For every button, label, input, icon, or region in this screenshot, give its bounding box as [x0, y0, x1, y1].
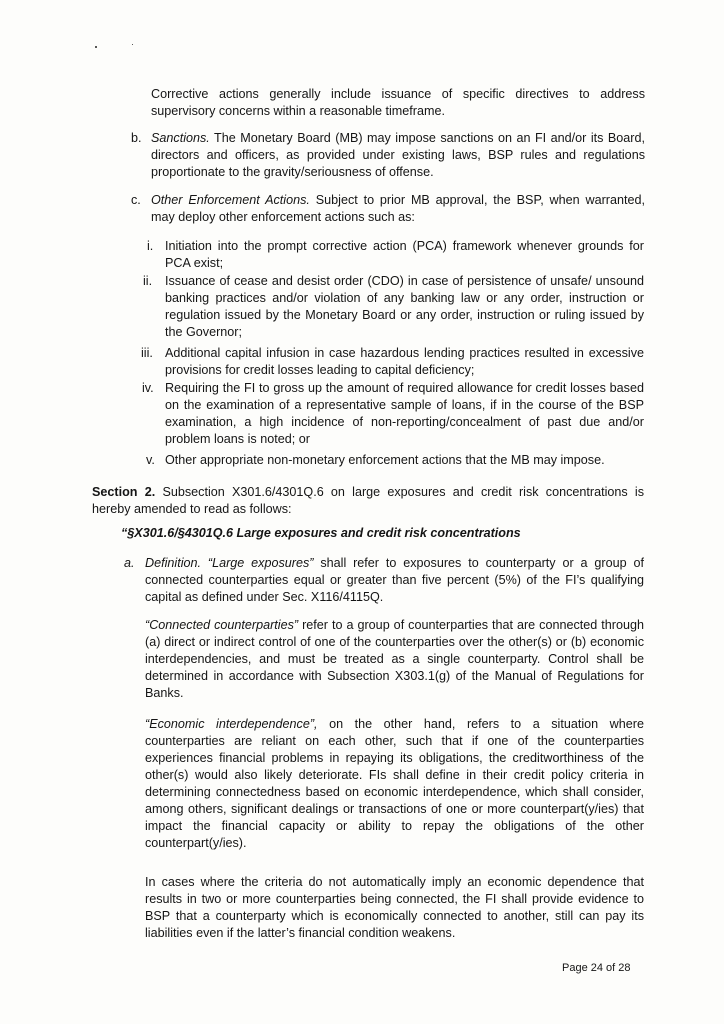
item-a-paragraph — [145, 555, 644, 606]
section-2-text: Subsection X301.6/4301Q.6 on large exposures and credit risk concentrations is hereby amended to read as follows: — [92, 485, 644, 516]
page-number: Page 24 of 28 — [562, 962, 631, 974]
item-b-marker: b. — [131, 131, 142, 145]
item-a-text: shall refer to exposures to counterparty or a group of connected counterparties equal or greater than five percent (5%) of the FI’s qualifying capital as defined under Sec. X116/4115Q. — [145, 556, 644, 604]
item-c-marker: c. — [131, 193, 141, 207]
sub-item-ii-text: Issuance of cease and desist order (CDO) in case of persistence of unsafe/ unsound banking practices and/or violation of any banking law or any order, instruction or regulation issued by the Monetary Board or any order, instruction or ruling issued by the Governor; — [165, 274, 644, 339]
scan-speck — [95, 46, 97, 48]
sub-item-ii-marker: ii. — [143, 274, 153, 288]
sub-item-iii-marker: iii. — [141, 346, 153, 360]
intro-text: Corrective actions generally include issuance of specific directives to address supervisory concerns within a reasonable timeframe. — [151, 87, 645, 118]
cases-paragraph — [145, 874, 644, 942]
scan-speck — [132, 44, 133, 45]
item-b-title: Sanctions. — [151, 131, 210, 145]
sub-item-iv-marker: iv. — [142, 381, 154, 395]
cases-text: In cases where the criteria do not automatically imply an economic dependence that results in two or more counterparties being connected, the FI shall provide evidence to BSP that a counterparty which is economically connected to another, still can pay its liabilities even if the latter’s financial condition weakens. — [145, 875, 644, 940]
item-a-title: Definition. — [145, 556, 202, 570]
connected-text: refer to a group of counterparties that are connected through (a) direct or indirect control of one of the counterparties over the other(s) or (b) economic interdependencies, and must be treated as a single counterparty. Control shall be determined in accordance with Subsection X303.1(g) of the Manual of Regulations for Banks. — [145, 618, 645, 700]
item-a-marker: a. — [124, 556, 135, 570]
sub-item-v-marker: v. — [146, 453, 155, 467]
item-c-paragraph — [151, 192, 645, 226]
sub-item-v — [165, 452, 644, 469]
item-c-title: Other Enforcement Actions. — [151, 193, 310, 207]
economic-interdependence-paragraph — [145, 716, 644, 852]
connected-counterparties-paragraph — [145, 617, 644, 702]
economic-text: on the other hand, refers to a situation where counterparties are reliant on each other, such that if one of the counterparties experiences financial problems in repaying its obligations, the creditworthiness of the other(s) would also likely deteriorate. FIs shall define in their credit policy criteria in determining connectedness based on economic interdependence, which shall consider, among others, significant dealings or transactions of one or more counterpart(y/ies) that impact the financial capacity or ability to repay the obligations of the other counterpart(y/ies). — [145, 717, 644, 850]
sub-item-v-text: Other appropriate non-monetary enforcement actions that the MB may impose. — [165, 453, 605, 467]
sub-item-iv — [165, 380, 644, 448]
item-b-text: The Monetary Board (MB) may impose sanctions on an FI and/or its Board, directors and officers, as provided under existing laws, BSP rules and regulations proportionate to the gravity/seriousness of offense. — [151, 131, 645, 179]
sub-item-i-text: Initiation into the prompt corrective action (PCA) framework whenever grounds for PCA exist; — [165, 239, 644, 270]
section-2-paragraph — [92, 484, 644, 518]
economic-term: “Economic interdependence”, — [145, 717, 318, 731]
sub-item-iii — [165, 345, 644, 379]
item-c-text: Subject to prior MB approval, the BSP, when warranted, may deploy other enforcement actions such as: — [151, 193, 645, 224]
sub-item-ii — [165, 273, 644, 341]
sub-item-i — [165, 238, 644, 272]
sub-item-iii-text: Additional capital infusion in case hazardous lending practices resulted in excessive provisions for credit losses leading to capital deficiency; — [165, 346, 644, 377]
item-b-paragraph — [151, 130, 645, 181]
sub-item-i-marker: i. — [147, 239, 154, 253]
intro-paragraph — [151, 86, 645, 120]
subsection-heading: “§X301.6/§4301Q.6 Large exposures and credit risk concentrations — [121, 526, 521, 540]
item-a-term: “Large exposures” — [207, 556, 314, 570]
section-2-label: Section 2. — [92, 485, 156, 499]
connected-term: “Connected counterparties” — [145, 618, 299, 632]
sub-item-iv-text: Requiring the FI to gross up the amount of required allowance for credit losses based on the examination of a representative sample of loans, if in the course of the BSP examination, a high incidence of non-reporting/concealment of past due and/or problem loans is noted; or — [165, 381, 644, 446]
